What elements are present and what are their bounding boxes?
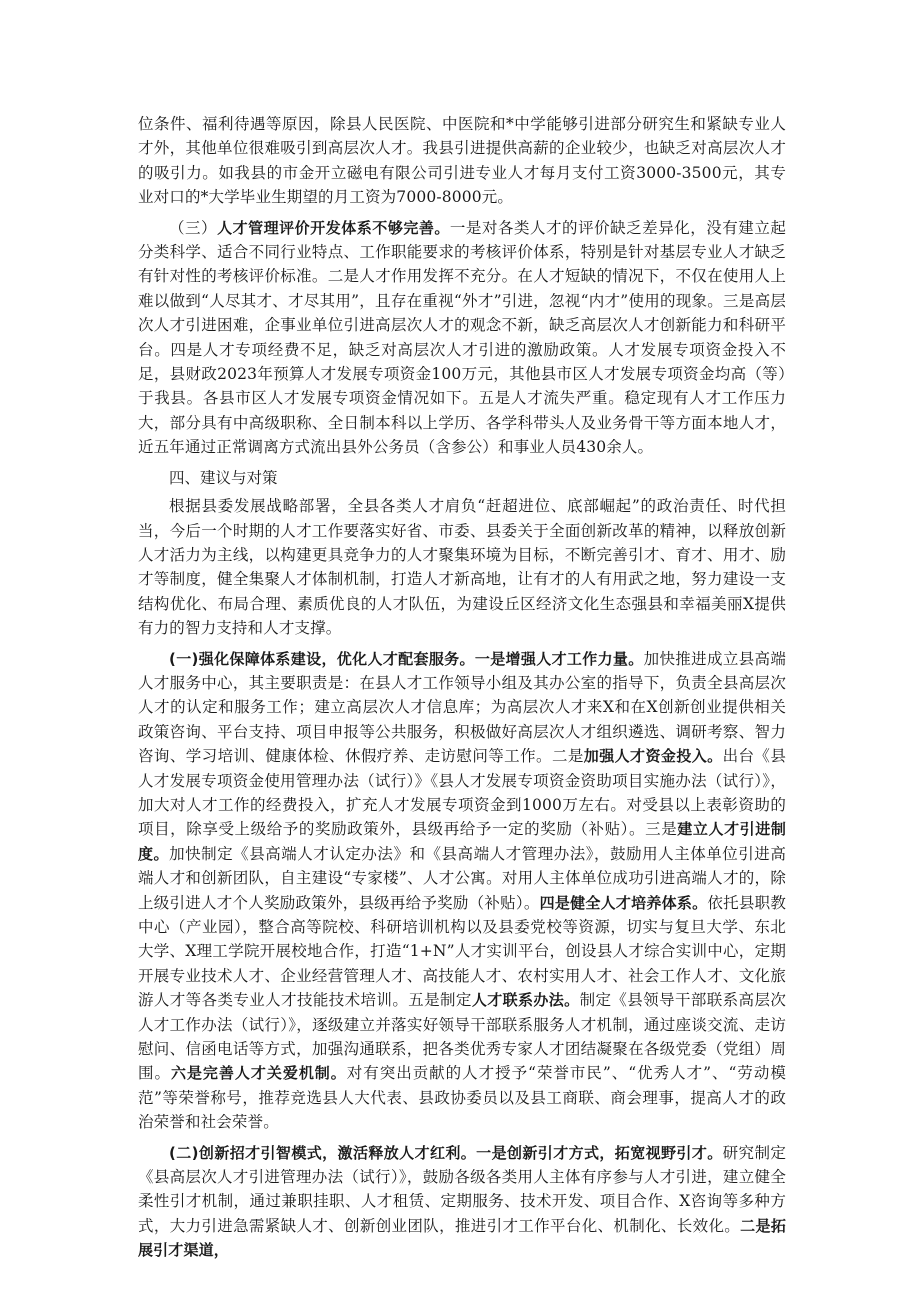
bold-text-run: 人才管理评价开发体系不够完善。: [217, 218, 450, 237]
section-heading: [138, 466, 786, 490]
text-run: 加快推进成立县高端人才服务中心，其主要职责是：在县人才工作领导小组及其办公室的指导下，负责全县高层次人才的认定和服务工作；建立高层次人才信息库；为高层次人才来X和在X创新创业提供相关政策咨询、平台支持、项目申报等公共服务，积极做好高层次人才组织遴选、调研考察、智力咨询、学习培训、健康体检、休假疗养、走访慰问等工作。二是: [138, 649, 787, 766]
text-run: 根据县委发展战略部署，全县各类人才肩负“赶超进位、底部崛起”的政治责任、时代担当，今后一个时期的人才工作要落实好省、市委、县委关于全面创新改革的精神，以释放创新人才活力为主线，以构建更具竞争力的人才聚集环境为目标，不断完善引才、育才、用才、励才等制度，健全集聚人才体制机制，打造人才新高地，让有才的人有用武之地，努力建设一支结构优化、布局合理、素质优良的人才队伍，为建设丘区经济文化生态强县和幸福美丽X提供有力的智力支持和人才支撑。: [138, 497, 786, 638]
text-run: 制定《县领导干部联系高层次人才工作办法（试行）》，逐级建立并落实好领导干部联系服务人才机制，通过座谈交流、走访慰问、信函电话等方式，加强沟通联系，把各类优秀专家人才团结凝聚在各级党委（党组）周围。: [138, 991, 786, 1083]
text-run: 位条件、福利待遇等原因，除县人民医院、中医院和*中学能够引进部分研究生和紧缺专业人才外，其他单位很难吸引到高层次人才。我县引进提供高薪的企业较少，也缺乏对高层次人才的吸引力。如我县的市金开立磁电有限公司引进专业人才每月支付工资3000-3500元，其专业对口的*大学毕业生期望的月工资为7000-8000元。: [138, 115, 786, 207]
paragraph: [138, 494, 786, 640]
paragraph: [138, 216, 786, 460]
bold-text-run: (一)强化保障体系建设，优化人才配套服务。一是增强人才工作力量。: [169, 649, 644, 668]
paragraph: [138, 1141, 786, 1263]
text-run: 四、建议与对策: [169, 468, 278, 487]
bold-text-run: 四是健全人才培养体系。: [539, 893, 708, 912]
bold-text-run: 建立人才引进制度。: [138, 820, 786, 863]
bold-text-run: 人才联系办法。: [471, 991, 580, 1010]
bold-text-run: (二)创新招才引智模式，激活释放人才红利。一是创新引才方式，拓宽视野引才。: [169, 1143, 723, 1162]
paragraph: [138, 647, 786, 1135]
text-run: 研究制定《县高层次人才引进管理办法（试行）》，鼓励各级各类用人主体有序参与人才引进，建立健全柔性引才机制，通过兼职挂职、人才租赁、定期服务、技术开发、项目合作、X咨询等多种方式，大力引进急需紧缺人才、创新创业团队，推进引才工作平台化、机制化、长效化。: [138, 1143, 787, 1235]
text-run: （三）: [169, 218, 218, 237]
paragraph: [138, 112, 786, 210]
text-run: 出台《县人才发展专项资金使用管理办法（试行）》《县人才发展专项资金资助项目实施办法（试行）》，加大对人才工作的经费投入，扩充人才发展专项资金到1000万左右。对受县以上表彰资助的项目，除享受上级给予的奖励政策外，县级再给予一定的奖励（补贴）。三是: [138, 747, 787, 839]
bold-text-run: 六是完善人才关爱机制。: [170, 1064, 347, 1083]
text-run: 一是对各类人才的评价缺乏差异化，没有建立起分类科学、适合不同行业特点、工作职能要求的考核评价体系，特别是针对基层专业人才缺乏有针对性的考核评价标准。二是人才作用发挥不充分。在人才短缺的情况下，不仅在使用人上难以做到“人尽其才、才尽其用”，且存在重视“外才”引进，忽视“内才”使用的现象。三是高层次人才引进困难，企事业单位引进高层次人才的观念不新，缺乏高层次人才创新能力和科研平台。四是人才专项经费不足，缺乏对高层次人才引进的激励政策。人才发展专项资金投入不足，县财政2023年预算人才发展专项资金100万元，其他县市区人才发展专项资金均高（等）于我县。各县市区人才发展专项资金情况如下。五是人才流失严重。稳定现有人才工作压力大，部分具有中高级职称、全日制本科以上学历、各学科带头人及业务骨干等方面本地人才，近五年通过正常调离方式流出县外公务员（含参公）和事业人员430余人。: [138, 218, 786, 457]
text-run: 加快制定《县高端人才认定办法》和《县高端人才管理办法》，鼓励用人主体单位引进高端人才和创新团队，自主建设“专家楼”、人才公寓。对用人主体单位成功引进高端人才的，除上级引进人才个人奖励政策外，县级再给予奖励（补贴）。: [138, 844, 786, 912]
text-run: 依托县职教中心（产业园），整合高等院校、科研培训机构以及县委党校等资源，切实与复旦大学、东北大学、X理工学院开展校地合作，打造“1+N”人才实训平台，创设县人才综合实训中心，定期开展专业技术人才、企业经营管理人才、高技能人才、农村实用人才、社会工作人才、文化旅游人才等各类专业人才技能技术培训。五是制定: [138, 893, 786, 1010]
document-body: [138, 112, 786, 1269]
bold-text-run: 加强人才资金投入。: [583, 747, 723, 766]
bold-text-run: 二是拓展引才渠道，: [138, 1216, 786, 1260]
text-run: 对有突出贡献的人才授予“荣誉市民”、“优秀人才”、“劳动模范”等荣誉称号，推荐竞选县人大代表、县政协委员以及县工商联、商会理事，提高人才的政治荣誉和社会荣誉。: [138, 1064, 786, 1132]
